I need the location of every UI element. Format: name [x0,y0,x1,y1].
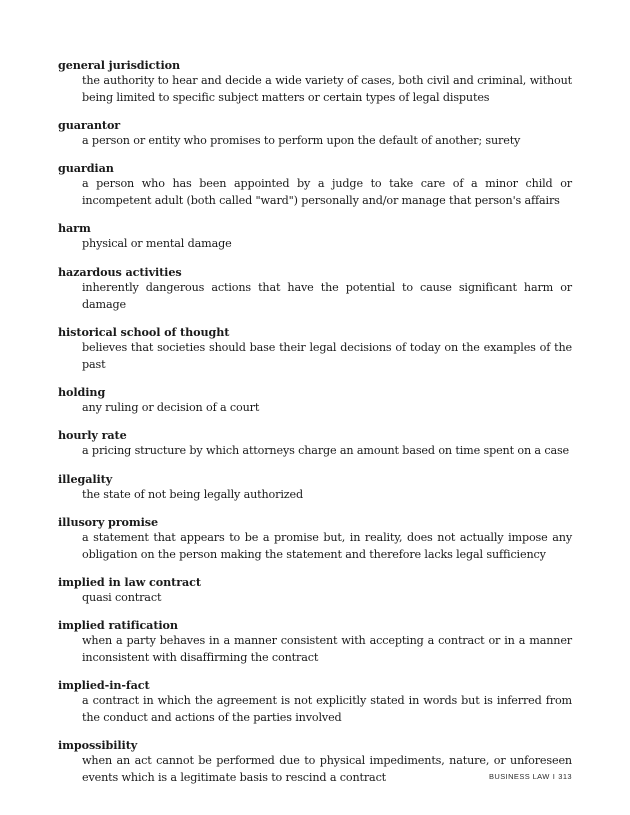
footer-separator: I [552,772,556,781]
glossary-term: hazardous activities [58,264,182,279]
glossary-entry [58,324,572,374]
glossary-definition: the state of not being legally authorized [82,487,303,501]
glossary-term: hourly rate [58,428,127,443]
glossary-term: implied-in-fact [58,678,150,693]
glossary-term: impossibility [58,738,138,753]
glossary-definition: the authority to hear and decide a wide variety of cases, both civil and criminal, without being limited to specific subject matters or certain types of legal disputes [82,74,572,104]
footer-book-title: BUSINESS LAW [489,772,550,781]
glossary-term: historical school of thought [58,324,230,339]
glossary-definition: a person who has been appointed by a judge to take care of a minor child or incompetent adult (both called "ward") personally and/or manage that person's affairs [82,177,572,208]
glossary-entry [58,427,572,460]
glossary-entry [58,617,572,667]
glossary-entry [58,471,572,504]
glossary-definition: quasi contract [82,590,162,604]
glossary-definition: a contract in which the agreement is not explicitly stated in words but is inferred from the conduct and actions of the parties involved [82,694,572,725]
glossary-definition: a pricing structure by which attorneys charge an amount based on time spent on a case [82,444,570,458]
glossary-term: illegality [58,471,113,486]
glossary-term: implied in law contract [58,574,201,589]
glossary-entry [58,574,572,607]
glossary-term: harm [58,221,91,236]
glossary-definition: a person or entity who promises to perform upon the default of another; surety [82,134,521,148]
page-footer [489,772,572,781]
glossary-definition: when an act cannot be performed due to physical impediments, nature, or unforeseen events which is a legitimate basis to rescind a contract [82,754,572,785]
glossary-definition: when a party behaves in a manner consistent with accepting a contract or in a manner inconsistent with disaffirming the contract [82,634,572,665]
glossary-entry [58,264,572,314]
glossary-entry [58,57,572,107]
glossary-definition: any ruling or decision of a court [82,400,260,414]
glossary-entry [58,160,572,210]
glossary-term: general jurisdiction [58,58,181,72]
glossary-term: implied ratification [58,618,178,633]
glossary-definition: physical or mental damage [82,237,232,251]
glossary-definition: a statement that appears to be a promise but, in reality, does not actually impose any obligation on the person making the statement and therefore lacks legal sufficiency [82,530,572,561]
glossary-term: holding [58,384,106,399]
glossary-entry [58,677,572,727]
glossary [58,57,572,798]
glossary-term: illusory promise [58,514,159,529]
glossary-entry [58,220,572,253]
glossary-entry [58,514,572,564]
glossary-definition: inherently dangerous actions that have the potential to cause significant harm or damage [82,280,572,311]
glossary-entry [58,117,572,150]
glossary-term: guarantor [58,118,121,133]
glossary-entry [58,384,572,417]
glossary-term: guardian [58,161,114,176]
page-number: 313 [558,772,572,781]
glossary-definition: believes that societies should base their legal decisions of today on the examples of the past [82,340,572,371]
